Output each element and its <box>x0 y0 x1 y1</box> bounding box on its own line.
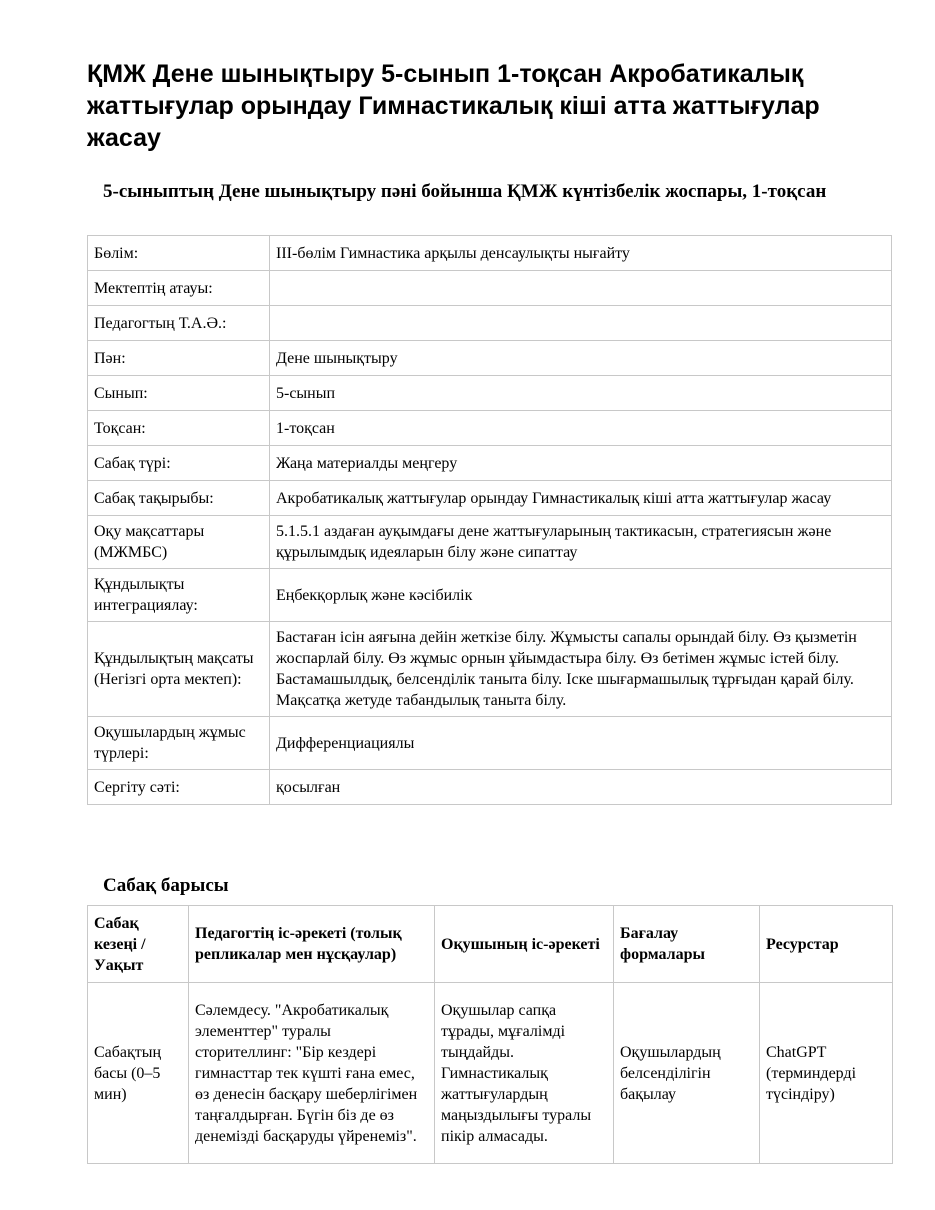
info-label: Сабақ тақырыбы: <box>88 481 270 516</box>
lesson-cell: Сабақтың басы (0–5 мин) <box>88 983 189 1164</box>
info-row <box>88 446 892 481</box>
lesson-column-header: Сабақ кезеңі / Уақыт <box>88 906 189 983</box>
lesson-cell: Оқушылар сапқа тұрады, мұғалімді тыңдайды. Гимнастикалық жаттығулардың маңыздылығы туралы пікір алмасады. <box>435 983 614 1164</box>
info-label: Сергіту сәті: <box>88 770 270 805</box>
info-value <box>270 306 892 341</box>
info-label: Педагогтың Т.А.Ә.: <box>88 306 270 341</box>
info-value: 1-тоқсан <box>270 411 892 446</box>
info-value: Дифференциациялы <box>270 717 892 770</box>
info-row <box>88 622 892 717</box>
info-value: III-бөлім Гимнастика арқылы денсаулықты нығайту <box>270 236 892 271</box>
info-value: Еңбекқорлық және кәсібилік <box>270 569 892 622</box>
info-label: Бөлім: <box>88 236 270 271</box>
info-label: Құндылықты интеграциялау: <box>88 569 270 622</box>
info-value: 5.1.5.1 аздаған ауқымдағы дене жаттығуларының тактикасын, стратегиясын және құрылымдық идеяларын білу және сипаттау <box>270 516 892 569</box>
info-row <box>88 411 892 446</box>
lesson-progress-title: Сабақ барысы <box>103 875 229 896</box>
lesson-column-header: Педагогтің іс-әрекеті (толық репликалар мен нұсқаулар) <box>189 906 435 983</box>
info-row <box>88 341 892 376</box>
plan-subtitle: 5-сыныптың Дене шынықтыру пәні бойынша ҚМЖ күнтізбелік жоспары, 1-тоқсан <box>103 181 827 202</box>
lesson-column-header: Оқушының іс-әрекеті <box>435 906 614 983</box>
info-label: Оқушылардың жұмыс түрлері: <box>88 717 270 770</box>
info-value: Дене шынықтыру <box>270 341 892 376</box>
info-label: Құндылықтың мақсаты (Негізгі орта мектеп): <box>88 622 270 717</box>
info-value: 5-сынып <box>270 376 892 411</box>
info-value: қосылған <box>270 770 892 805</box>
lesson-row <box>88 983 893 1164</box>
lesson-progress-table <box>87 905 893 1164</box>
document-title: ҚМЖ Дене шынықтыру 5-сынып 1-тоқсан Акробатикалық жаттығулар орындау Гимнастикалық кіші атта жаттығулар жасау <box>87 60 820 152</box>
info-value: Жаңа материалды меңгеру <box>270 446 892 481</box>
info-row <box>88 271 892 306</box>
info-row <box>88 569 892 622</box>
info-value <box>270 271 892 306</box>
lesson-info-table <box>87 235 892 805</box>
info-row <box>88 376 892 411</box>
lesson-cell: Сәлемдесу. "Акробатикалық элементтер" туралы сторителлинг: "Бір кездері гимнасттар тек күшті ғана емес, өз денесін басқару шеберлігімен таңғалдырған. Бүгін біз де өз денемізді басқаруды үйренеміз". <box>189 983 435 1164</box>
info-label: Тоқсан: <box>88 411 270 446</box>
info-label: Сынып: <box>88 376 270 411</box>
info-value: Акробатикалық жаттығулар орындау Гимнастикалық кіші атта жаттығулар жасау <box>270 481 892 516</box>
lesson-cell: ChatGPT (терминдерді түсіндіру) <box>760 983 893 1164</box>
lesson-cell: Оқушылардың белсенділігін бақылау <box>614 983 760 1164</box>
info-row <box>88 717 892 770</box>
info-value: Бастаған ісін аяғына дейін жеткізе білу. Жұмысты сапалы орындай білу. Өз қызметін жоспарлай білу. Өз жұмыс орнын ұйымдастыра білу. Өз бетімен жұмыс істей білу. Бастамашылдық, белсенділік таныта білу. Іске шығармашылық тұрғыдан қарай білу. Мақсатқа жетуде табандылық таныта білу. <box>270 622 892 717</box>
info-row <box>88 481 892 516</box>
info-label: Сабақ түрі: <box>88 446 270 481</box>
info-label: Мектептің атауы: <box>88 271 270 306</box>
lesson-column-header: Ресурстар <box>760 906 893 983</box>
info-row <box>88 770 892 805</box>
info-row <box>88 306 892 341</box>
info-label: Пән: <box>88 341 270 376</box>
info-row <box>88 236 892 271</box>
info-row <box>88 516 892 569</box>
info-label: Оқу мақсаттары (МЖМБС) <box>88 516 270 569</box>
lesson-column-header: Бағалау формалары <box>614 906 760 983</box>
lesson-table-header-row <box>88 906 893 983</box>
